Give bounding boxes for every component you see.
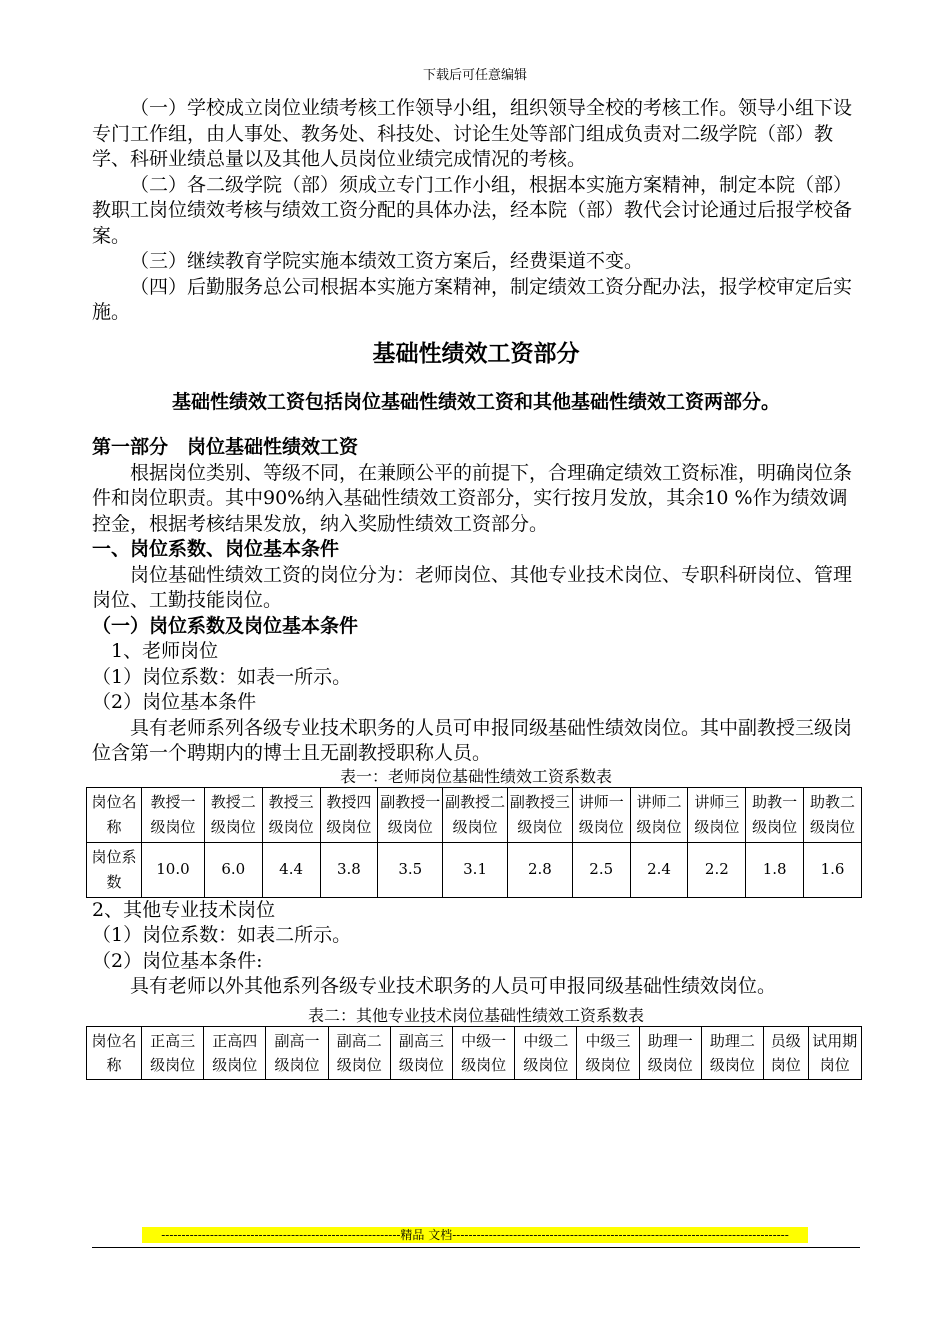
table-cell: 3.8: [320, 842, 378, 897]
table-cell: 教授四级岗位: [320, 787, 378, 842]
footer-banner: -----------------------------------------------------------精品 文档-----------------------------------------------------------------------------------: [142, 1227, 808, 1243]
footer-divider: [92, 1247, 860, 1248]
document-body: [92, 96, 860, 1080]
subheading: （一）岗位系数及岗位基本条件: [92, 614, 359, 637]
list-item: （1）岗位系数：如表二所示。: [92, 924, 352, 946]
list-item: 1、老师岗位: [111, 640, 219, 662]
coefficient-table-1: [86, 787, 862, 898]
paragraph: 具有老师以外其他系列各级专业技术职务的人员可申报同级基础性绩效岗位。: [130, 975, 777, 997]
table-cell: 试用期岗位: [808, 1026, 861, 1079]
paragraph: 根据岗位类别、等级不同，在兼顾公平的前提下，合理确定绩效工资标准，明确岗位条件和岗位职责。其中90%纳入基础性绩效工资部分，实行按月发放，其余10 %作为绩效调控金，根据考核结果发放，纳入奖励性绩效工资部分。: [92, 461, 853, 535]
paragraph: （三）继续教育学院实施本绩效工资方案后，经费渠道不变。: [130, 250, 644, 272]
list-item: （2）岗位基本条件:: [92, 949, 263, 972]
table-cell: 副高一级岗位: [266, 1026, 328, 1079]
part-heading: 第一部分 岗位基础性绩效工资: [92, 436, 359, 458]
table-cell: 教授三级岗位: [262, 787, 320, 842]
paragraph: （二）各二级学院（部）须成立专门工作小组，根据本实施方案精神，制定本院（部）教职工岗位绩效考核与绩效工资分配的具体办法，经本院（部）教代会讨论通过后报学校备案。: [92, 173, 853, 247]
table-header-cell: 岗位名称: [87, 787, 142, 842]
table-cell: 副高三级岗位: [390, 1026, 452, 1079]
table-header-cell: 岗位系数: [87, 842, 142, 897]
table-row: [87, 842, 862, 897]
table-caption: 表二：其他专业技术岗位基础性绩效工资系数表: [307, 1005, 644, 1025]
table-cell: 中级二级岗位: [515, 1026, 577, 1079]
table-cell: 讲师一级岗位: [572, 787, 630, 842]
paragraph: （四）后勤服务总公司根据本实施方案精神，制定绩效工资分配办法，报学校审定后实施。: [92, 275, 853, 323]
table-cell: 2.5: [572, 842, 630, 897]
table-cell: 讲师二级岗位: [630, 787, 688, 842]
list-item: （1）岗位系数：如表一所示。: [92, 665, 352, 688]
table-cell: 2.4: [630, 842, 688, 897]
table-cell: 6.0: [204, 842, 262, 897]
table-cell: 教授二级岗位: [204, 787, 262, 842]
table-cell: 1.8: [746, 842, 804, 897]
page-header: 下载后可任意编辑: [422, 68, 527, 83]
table-cell: 4.4: [262, 842, 320, 897]
table-header-cell: 岗位名称: [87, 1026, 142, 1079]
table-cell: 2.2: [688, 842, 746, 897]
table-cell: 助教一级岗位: [746, 787, 804, 842]
table-cell: 助理二级岗位: [701, 1026, 763, 1079]
paragraph: 具有老师系列各级专业技术职务的人员可申报同级基础性绩效岗位。其中副教授三级岗位含第一个聘期内的博士且无副教授职称人员。: [92, 716, 853, 764]
subheading: 一、岗位系数、岗位基本条件: [92, 538, 340, 560]
table-cell: 教授一级岗位: [142, 787, 205, 842]
paragraph: （一）学校成立岗位业绩考核工作领导小组，组织领导全校的考核工作。领导小组下设专门工作组，由人事处、教务处、科技处、讨论生处等部门组成负责对二级学院（部）教学、科研业绩总量以及其他人员岗位业绩完成情况的考核。: [92, 97, 853, 170]
table-caption: 表一：老师岗位基础性绩效工资系数表: [339, 766, 612, 786]
table-row: [87, 1026, 862, 1079]
table-cell: 副教授三级岗位: [507, 787, 572, 842]
list-item: （2）岗位基本条件: [92, 691, 257, 713]
table-cell: 中级一级岗位: [453, 1026, 515, 1079]
table-row: [87, 787, 862, 842]
list-item: 2、其他专业技术岗位: [92, 898, 276, 921]
paragraph: 岗位基础性绩效工资的岗位分为：老师岗位、其他专业技术岗位、专职科研岗位、管理岗位、工勤技能岗位。: [92, 563, 853, 611]
table-cell: 员级岗位: [764, 1026, 809, 1079]
table-cell: 3.5: [378, 842, 443, 897]
table-cell: 1.6: [804, 842, 862, 897]
table-cell: 副高二级岗位: [328, 1026, 390, 1079]
table-cell: 助教二级岗位: [804, 787, 862, 842]
section-summary: 基础性绩效工资包括岗位基础性绩效工资和其他基础性绩效工资两部分。: [171, 390, 780, 413]
coefficient-table-2: [86, 1026, 862, 1080]
table-cell: 中级三级岗位: [577, 1026, 639, 1079]
table-cell: 3.1: [443, 842, 508, 897]
table-cell: 助理一级岗位: [639, 1026, 701, 1079]
table-cell: 副教授一级岗位: [378, 787, 443, 842]
table-cell: 讲师三级岗位: [688, 787, 746, 842]
section-title: 基础性绩效工资部分: [372, 339, 580, 367]
table-cell: 副教授二级岗位: [443, 787, 508, 842]
table-cell: 正高四级岗位: [204, 1026, 266, 1079]
table-cell: 正高三级岗位: [142, 1026, 204, 1079]
table-cell: 2.8: [507, 842, 572, 897]
table-cell: 10.0: [142, 842, 205, 897]
